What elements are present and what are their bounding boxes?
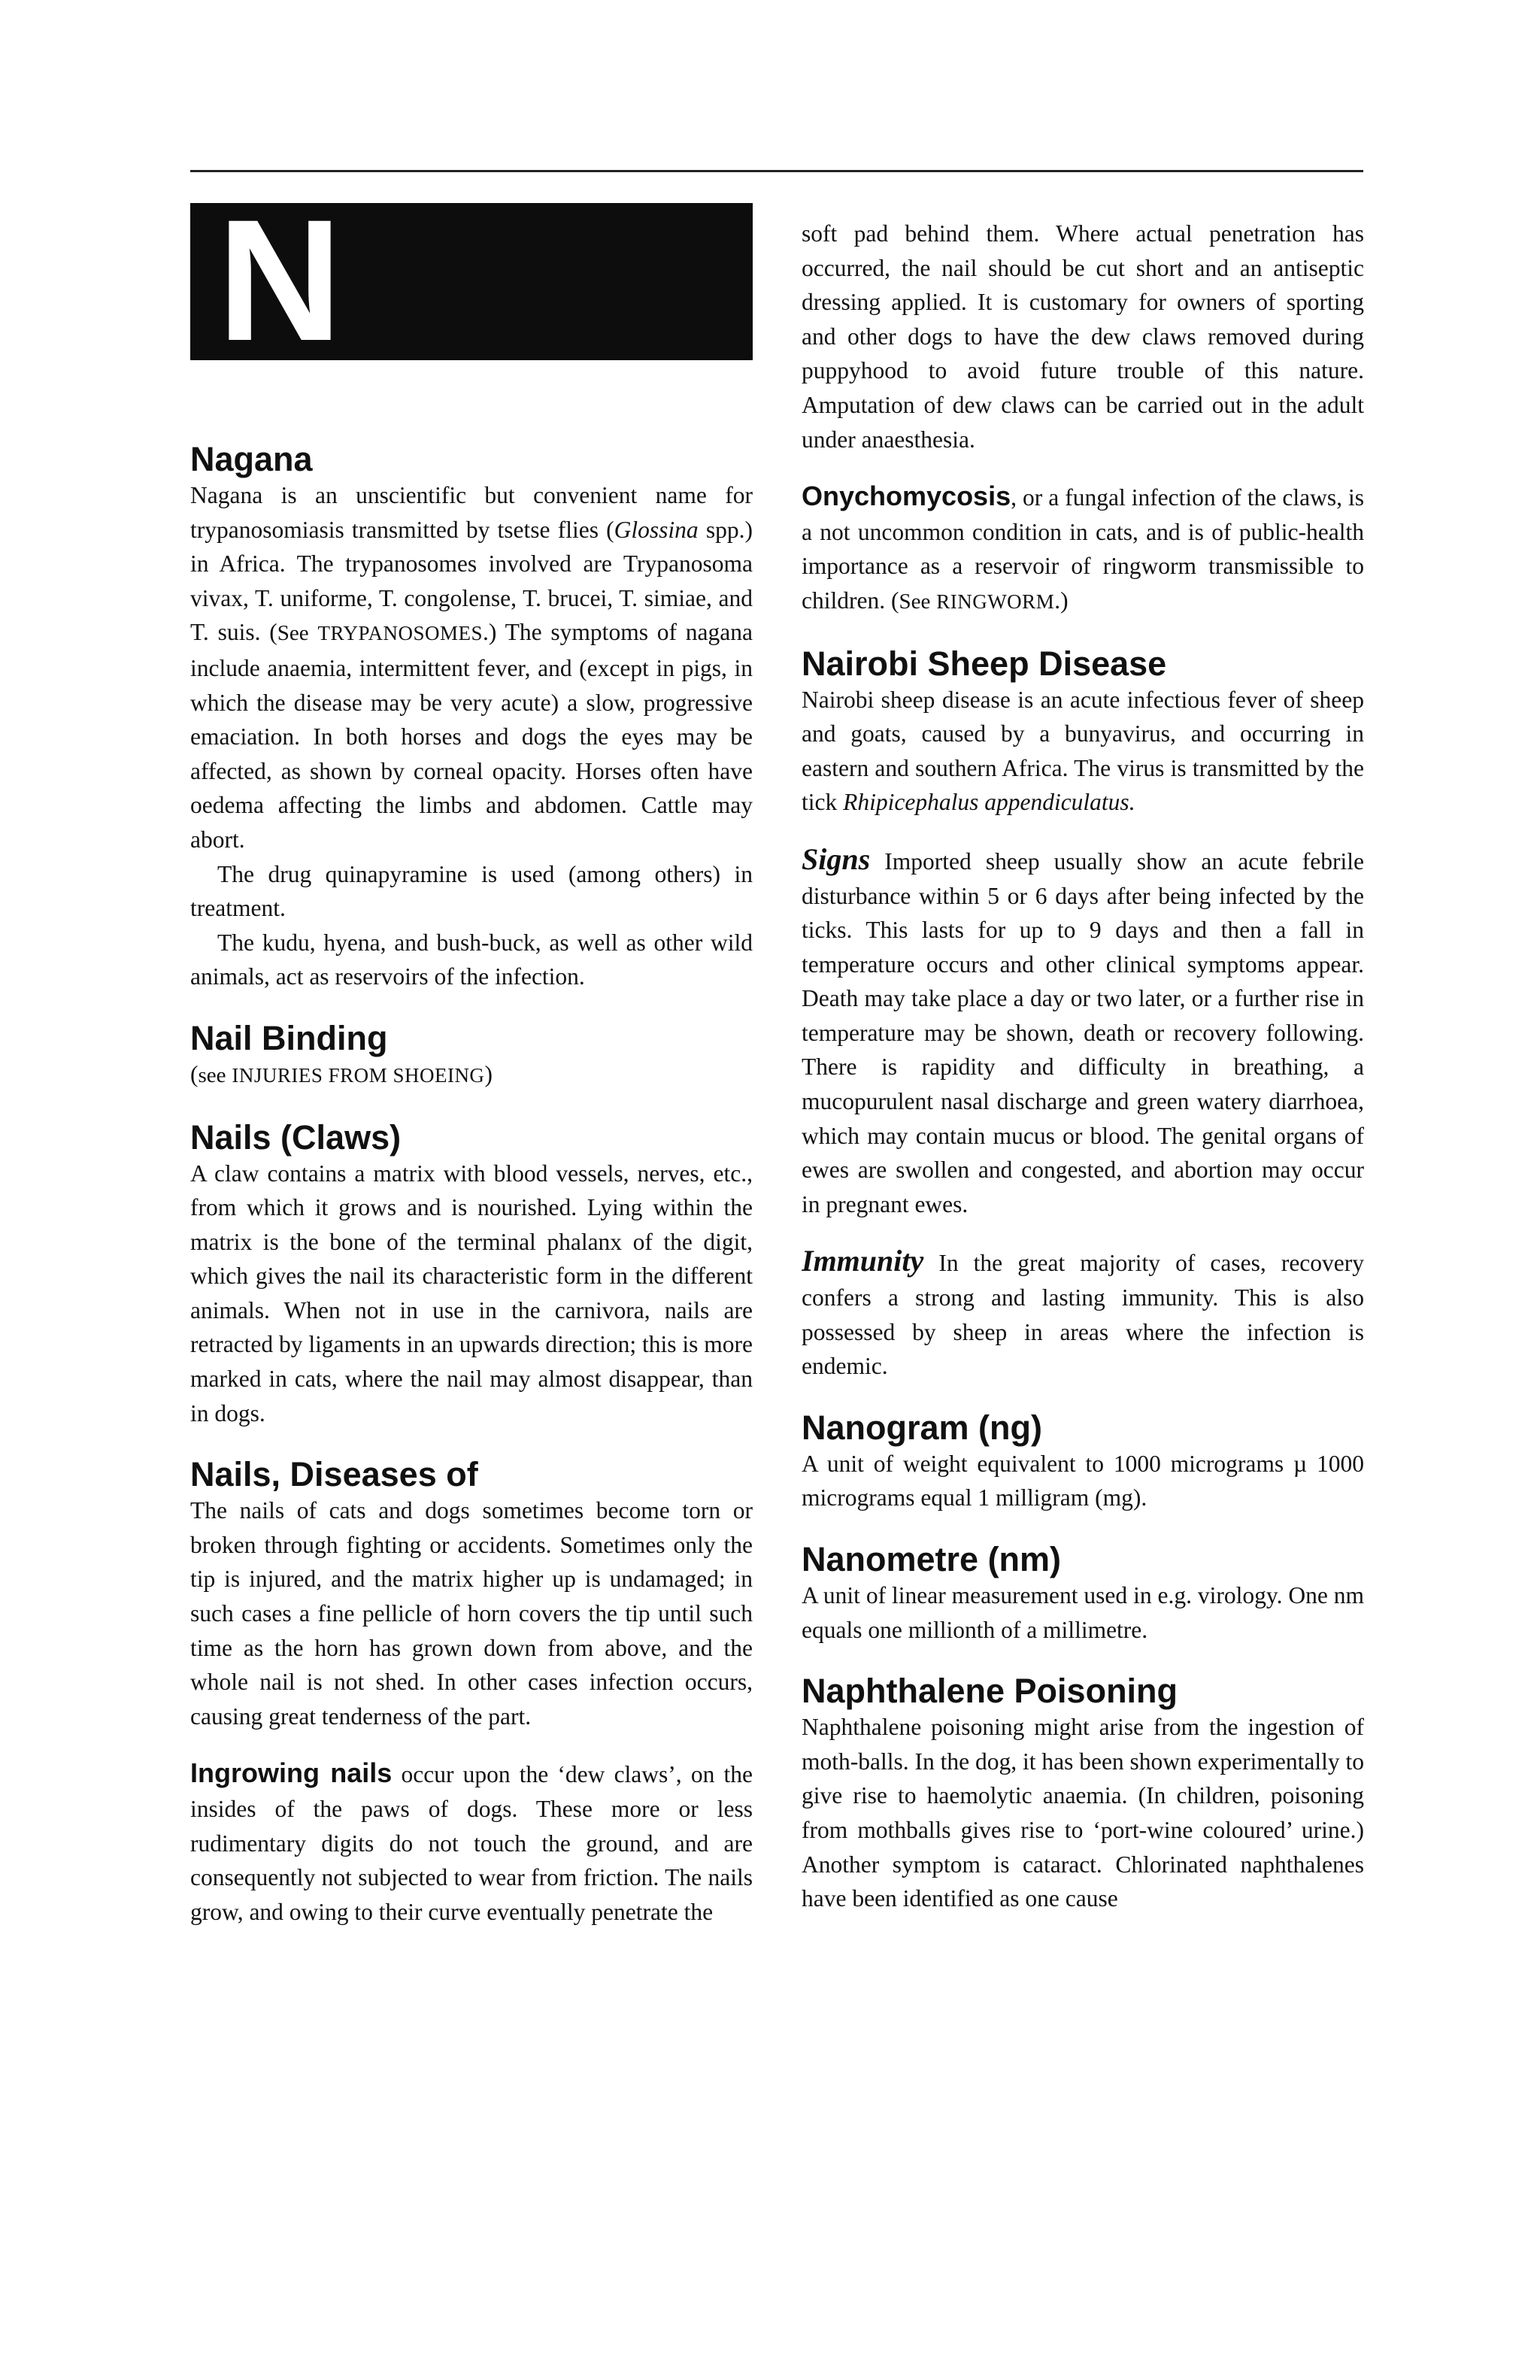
nairobi-immunity-paragraph: Immunity In the great majority of cases, recovery confers a strong and lasting immunity. This is also possessed by sheep in areas where the infection is endemic. (802, 1244, 1364, 1380)
cross-reference: TRYPANOSOMES (317, 622, 484, 645)
run-in-term: Onychomycosis (802, 481, 1011, 512)
entry-title-nails-diseases: Nails, Diseases of (190, 1455, 478, 1494)
nail-binding-reference: (see INJURIES FROM SHOEING) (190, 1060, 493, 1087)
entry-title-nanometre: Nanometre (nm) (802, 1540, 1062, 1578)
entry-title-nanogram: Nanogram (ng) (802, 1408, 1042, 1447)
entry-title-nagana: Nagana (190, 440, 313, 478)
nairobi-signs-paragraph: Signs Imported sheep usually show an acute febrile disturbance within 5 or 6 days after being infected by the ticks. This lasts for up to 9 days and then a fall in temperature occurs and other clinical symptoms appear. Death may take place a day or two later, or a further rise in temperature may be shown, death or recovery following. There is rapidity and difficulty in breathing, a mucopurulent nasal discharge and green watery diarrhoea, which may contain mucus or blood. The genital organs of ewes are swollen and congested, and abortion may occur in pregnant ewes. (802, 841, 1364, 1217)
nagana-paragraph-3: The kudu, hyena, and bush-buck, as well as other wild animals, act as reservoirs of the infection. (190, 929, 753, 990)
run-in-term: Ingrowing nails (190, 1757, 393, 1789)
ingrowing-nails-paragraph: Ingrowing nails occur upon the ‘dew claws’, on the insides of the paws of dogs. These more or less rudimentary digits do not touch the ground, and are consequently not subjected to wear from friction. The nails grow, and owing to their curve eventually penetrate the (190, 1757, 753, 1925)
nails-claws-paragraph: A claw contains a matrix with blood vessels, nerves, etc., from which it grows and is nourished. Lying within the matrix is the bone of the terminal phalanx of the digit, which gives the nail its characteristic form in the different animals. When not in use in the carnivora, nails are retracted by ligaments in an upwards direction; this is more marked in cats, where the nail may almost disappear, than in dogs. (190, 1160, 753, 1426)
nairobi-paragraph-1: Nairobi sheep disease is an acute infectious fever of sheep and goats, caused by a bunyavirus, and occurring in eastern and southern Africa. The virus is transmitted by the tick Rhipicephalus appendiculatus. (802, 686, 1364, 816)
entry-title-nail-binding: Nail Binding (190, 1018, 388, 1057)
naphthalene-paragraph: Naphthalene poisoning might arise from the ingestion of moth-balls. In the dog, it has been shown experimentally to give rise to haemolytic anaemia. (In children, poisoning from mothballs gives rise to ‘port-wine coloured’ urine.) Another symptom is cataract. Chlorinated naphthalenes have been identified as one cause (802, 1714, 1364, 1912)
subheading-signs: Signs (802, 841, 871, 876)
section-letter-block (190, 203, 753, 377)
onychomycosis-paragraph: Onychomycosis, or a fungal infection of the claws, is a not uncommon condition in cats, and is of public-health importance as a reservoir of ringworm transmissible to children. (See RINGWORM.) (802, 481, 1364, 614)
cross-reference: RINGWORM (936, 590, 1055, 613)
nanogram-paragraph: A unit of weight equivalent to 1000 micrograms µ 1000 micrograms equal 1 milligram (mg). (802, 1450, 1364, 1511)
nagana-paragraph-1: Nagana is an unscientific but convenient name for trypanosomiasis transmitted by tsetse flies (Glossina spp.) in Africa. The trypanosomes involved are Trypanosoma vivax, T. uniforme, T. congolense, T. brucei, T. simiae, and T. suis. (See TRYPANOSOMES.) The symptoms of nagana include anaemia, intermittent fever, and (except in pigs, in which the disease may be very acute) a slow, progressive emaciation. In both horses and dogs the eyes may be affected, as shown by corneal opacity. Horses often have oedema affecting the limbs and abdomen. Cattle may abort. (190, 482, 753, 853)
entry-title-nairobi-sheep-disease: Nairobi Sheep Disease (802, 644, 1167, 683)
right-column (802, 203, 1364, 2309)
cross-reference: INJURIES FROM SHOEING (232, 1063, 485, 1087)
nails-diseases-paragraph: The nails of cats and dogs sometimes become torn or broken through fighting or accidents. Sometimes only the tip is injured, and the matrix higher up is undamaged; in such cases a fine pellicle of horn covers the tip until such time as the horn has grown down from above, and the whole nail is not shed. In other cases infection occurs, causing great tenderness of the part. (190, 1497, 753, 1730)
subheading-immunity: Immunity (802, 1244, 924, 1278)
nagana-paragraph-2: The drug quinapyramine is used (among others) in treatment. (190, 860, 753, 922)
entry-title-nails-claws: Nails (Claws) (190, 1117, 402, 1157)
left-column (190, 203, 753, 2309)
continued-paragraph: soft pad behind them. Where actual penetration has occurred, the nail should be cut short and an antiseptic dressing applied. It is customary for owners of sporting and other dogs to have the dew claws removed during puppyhood to avoid future trouble of this nature. Amputation of dew claws can be carried out in the adult under anaesthesia. (802, 220, 1364, 453)
nanometre-paragraph: A unit of linear measurement used in e.g. virology. One nm equals one millionth of a millimetre. (802, 1582, 1364, 1643)
section-letter: N (217, 203, 338, 377)
entry-title-naphthalene: Naphthalene Poisoning (802, 1672, 1178, 1711)
top-rule (190, 170, 1363, 172)
